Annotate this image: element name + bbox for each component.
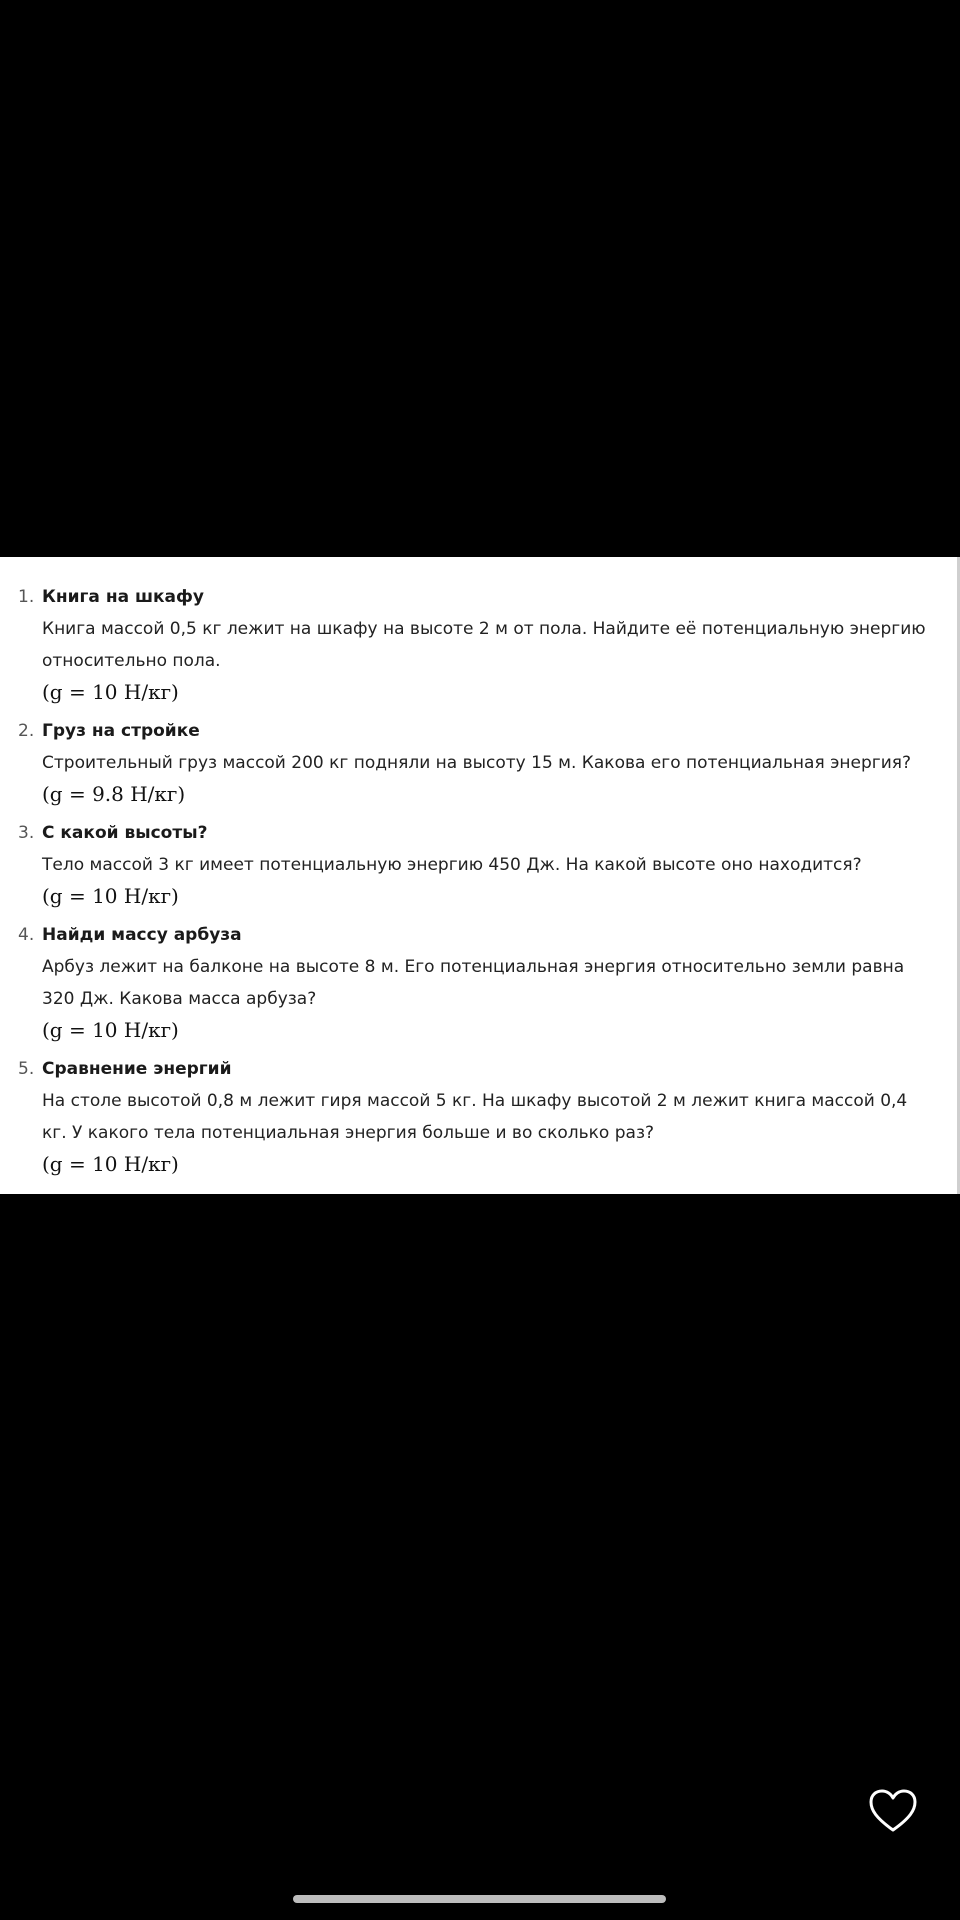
- problem-text: Арбуз лежит на балконе на высоте 8 м. Его потенциальная энергия относительно земли равна 320 Дж. Какова масса арбуза?: [42, 957, 905, 1009]
- heart-icon[interactable]: [868, 1788, 918, 1834]
- problem-item: [18, 819, 927, 911]
- problem-title: Книга на шкафу: [42, 587, 204, 607]
- problem-list: [18, 583, 927, 1179]
- problem-title: Сравнение энергий: [42, 1059, 232, 1079]
- problem-title: Груз на стройке: [42, 721, 200, 741]
- problem-item: [18, 1055, 927, 1179]
- problem-number: 2.: [18, 721, 35, 741]
- problem-item: [18, 583, 927, 707]
- problem-text: Строительный груз массой 200 кг подняли на высоту 15 м. Какова его потенциальная энергия?: [42, 753, 912, 773]
- problem-number: 1.: [18, 587, 35, 607]
- problem-item: [18, 921, 927, 1045]
- photo-content[interactable]: [0, 557, 957, 1194]
- problem-title: Найди массу арбуза: [42, 925, 242, 945]
- problem-formula: (g = 10 Н/кг): [42, 680, 179, 704]
- problem-number: 3.: [18, 823, 35, 843]
- problem-formula: (g = 10 Н/кг): [42, 884, 179, 908]
- problem-text: На столе высотой 0,8 м лежит гиря массой 5 кг. На шкафу высотой 2 м лежит книга массой 0,4 кг. У какого тела потенциальная энергия больше и во сколько раз?: [42, 1091, 908, 1143]
- problem-formula: (g = 10 Н/кг): [42, 1018, 179, 1042]
- problem-text: Тело массой 3 кг имеет потенциальную энергию 450 Дж. На какой высоте оно находится?: [42, 855, 862, 875]
- problem-formula: (g = 10 Н/кг): [42, 1152, 179, 1176]
- problem-item: [18, 717, 927, 809]
- problem-number: 5.: [18, 1059, 35, 1079]
- problem-number: 4.: [18, 925, 35, 945]
- home-indicator[interactable]: [293, 1895, 666, 1903]
- problem-title: С какой высоты?: [42, 823, 208, 843]
- problem-formula: (g = 9.8 Н/кг): [42, 782, 186, 806]
- problem-text: Книга массой 0,5 кг лежит на шкафу на высоте 2 м от пола. Найдите её потенциальную энергию относительно пола.: [42, 619, 926, 671]
